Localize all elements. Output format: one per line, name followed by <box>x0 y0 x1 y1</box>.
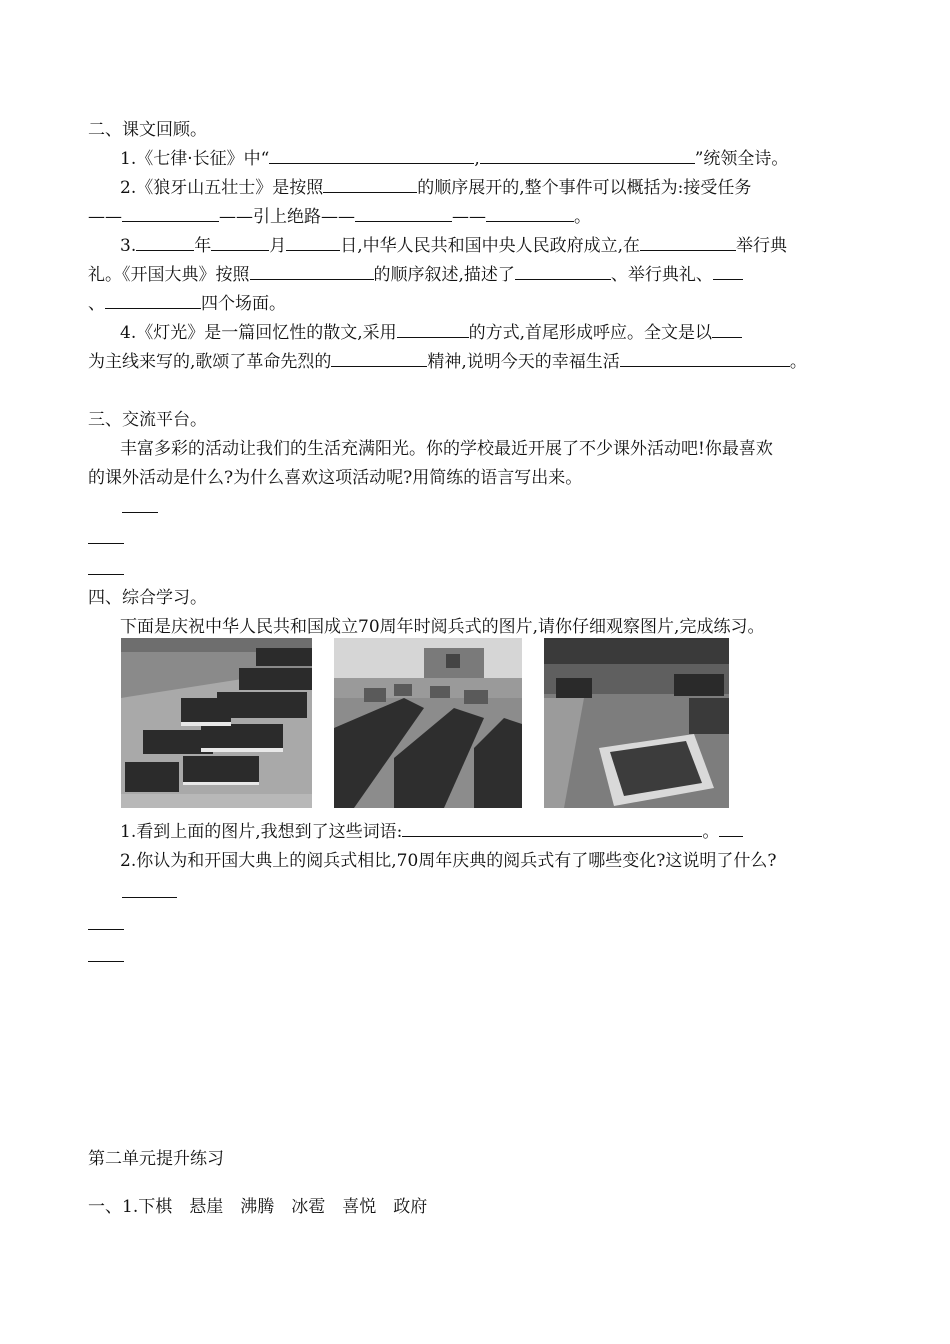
question-2-line2: —— ——引上绝路—— —— 。 <box>88 207 591 227</box>
answer-blank[interactable] <box>122 206 219 222</box>
writing-line[interactable] <box>88 929 124 930</box>
writing-line[interactable] <box>88 543 124 544</box>
writing-line[interactable] <box>122 512 158 513</box>
answer-blank[interactable] <box>620 351 790 367</box>
answer-blank[interactable] <box>480 148 695 164</box>
vehicle-column-photo <box>334 638 522 808</box>
writing-line[interactable] <box>88 574 124 575</box>
question-3-line3: 、 四个场面。 <box>88 294 286 314</box>
answer-blank[interactable] <box>250 264 374 280</box>
answer-blank[interactable] <box>286 235 340 251</box>
answer-blank[interactable] <box>105 293 201 309</box>
question-4-line2: 为主线来写的,歌颂了革命先烈的 精神,说明今天的幸福生活 。 <box>88 352 807 372</box>
answer-blank[interactable] <box>269 148 474 164</box>
section3-paragraph-1: 丰富多彩的活动让我们的生活充满阳光。你的学校最近开展了不少课外活动吧!你最喜欢 <box>120 439 773 459</box>
answer-blank[interactable] <box>331 351 427 367</box>
question-3-line1: 3. 年 月 日,中华人民共和国中央人民政府成立,在 举行典 <box>120 236 788 256</box>
answer-blank[interactable] <box>640 235 736 251</box>
section2-heading: 二、课文回顾。 <box>88 120 207 140</box>
writing-line[interactable] <box>122 897 177 898</box>
question-2-line1: 2.《狼牙山五壮士》是按照 的顺序展开的,整个事件可以概括为:接受任务 <box>120 178 752 198</box>
section3-paragraph-2: 的课外活动是什么?为什么喜欢这项活动呢?用简练的语言写出来。 <box>88 468 583 488</box>
answer-blank[interactable] <box>136 235 194 251</box>
question-1: 1.《七律·长征》中“ , ”统领全诗。 <box>120 149 789 169</box>
answer-blank[interactable] <box>323 177 417 193</box>
square-formation-photo <box>544 638 729 808</box>
answer-blank[interactable] <box>355 206 452 222</box>
question-3-line2: 礼。《开国大典》按照 的顺序叙述,描述了 、举行典礼、 <box>88 264 743 286</box>
answer-blank[interactable] <box>402 821 702 837</box>
answer-blank[interactable] <box>397 322 469 338</box>
writing-line[interactable] <box>88 961 124 962</box>
answers-title: 第二单元提升练习 <box>88 1149 224 1169</box>
answer-blank[interactable] <box>712 322 742 338</box>
parade-formation-photo <box>121 638 312 808</box>
answer-blank[interactable] <box>713 264 743 280</box>
answer-blank[interactable] <box>515 264 611 280</box>
answer-blank[interactable] <box>211 235 269 251</box>
section3-heading: 三、交流平台。 <box>88 410 207 430</box>
section4-intro: 下面是庆祝中华人民共和国成立70周年时阅兵式的图片,请你仔细观察图片,完成练习。 <box>120 617 765 637</box>
answer-blank[interactable] <box>486 206 574 222</box>
answer-blank[interactable] <box>719 821 743 837</box>
question-4-line1: 4.《灯光》是一篇回忆性的散文,采用 的方式,首尾形成呼应。全文是以 <box>120 322 742 344</box>
answers-line-1: 一、1.下棋 悬崖 沸腾 冰雹 喜悦 政府 <box>88 1197 428 1217</box>
section4-question-1: 1.看到上面的图片,我想到了这些词语: 。 <box>120 821 743 843</box>
section4-heading: 四、综合学习。 <box>88 588 207 608</box>
section4-question-2: 2.你认为和开国大典上的阅兵式相比,70周年庆典的阅兵式有了哪些变化?这说明了什么? <box>120 851 777 871</box>
